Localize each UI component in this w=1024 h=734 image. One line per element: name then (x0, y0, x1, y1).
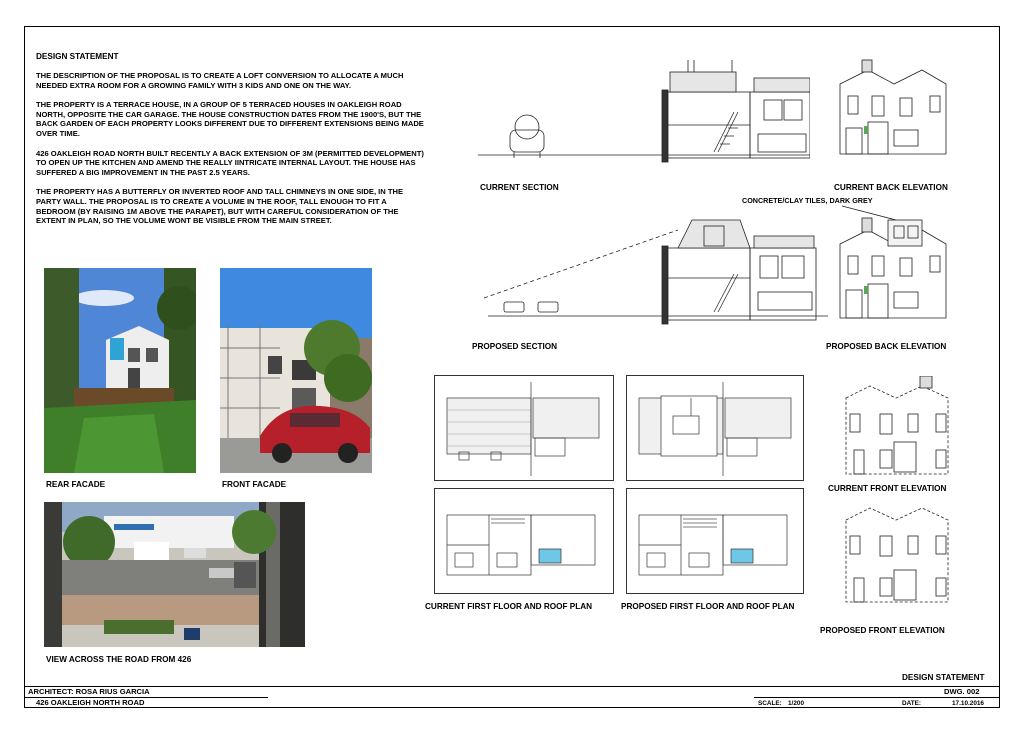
current-plan-label: CURRENT FIRST FLOOR AND ROOF PLAN (425, 602, 593, 611)
statement-paragraph: 426 OAKLEIGH ROAD NORTH BUILT RECENTLY A BACK EXTENSION OF 3M (PERMITTED DEVELOPMENT) TO OPEN UP THE KITCHEN AND AMEND THE REALLY IINTRICATE INTERNAL LAYOUT. THE HOUSE HAS SUFFERED A BIG IMPROVEMENT IN THE PAST 2.5 YEARS. (36, 148, 424, 177)
proposed-front-elevation-drawing (844, 498, 952, 608)
current-back-elevation-label: CURRENT BACK ELEVATION (834, 183, 948, 192)
statement-paragraph: THE DESCRIPTION OF THE PROPOSAL IS TO CREATE A LOFT CONVERSION TO ALLOCATE A MUCH NEEDED EXTRA ROOM FOR A GROWING FAMILY WITH 3 KIDS AND ONE ON THE WAY. (36, 71, 404, 90)
view-across-road-photo (44, 502, 305, 647)
rear-facade-caption: REAR FACADE (46, 480, 106, 489)
statement-paragraph: THE PROPERTY IS A TERRACE HOUSE, IN A GROUP OF 5 TERRACED HOUSES IN OAKLEIGH ROAD NORTH, OPPOSITE THE CAR GARAGE. THE HOUSE CONSTRUCTION DATES FROM THE 1900'S, BUT THE BACK GARDEN OF EACH PROPERTY LOOKS DIFFERENT DUE TO DIFFERENT EXTENSIONS BEING MADE OVER TIME. (36, 100, 424, 138)
drawing-number: DWG. 002 (944, 687, 980, 696)
date-value: 17.10.2016 (952, 700, 984, 707)
current-section-label: CURRENT SECTION (480, 183, 559, 192)
current-section-drawing (478, 52, 810, 172)
view-caption: VIEW ACROSS THE ROAD FROM 426 (46, 655, 192, 664)
statement-body (36, 71, 426, 236)
titleblock-rule (754, 697, 1000, 698)
front-facade-photo (220, 268, 372, 473)
proposed-first-floor-plan (626, 488, 804, 594)
current-front-elevation-label: CURRENT FRONT ELEVATION (828, 484, 947, 493)
proposed-back-elevation-label: PROPOSED BACK ELEVATION (826, 342, 947, 351)
statement-paragraph: THE PROPERTY HAS A BUTTERFLY OR INVERTED ROOF AND TALL CHIMNEYS IN ONE SIDE, IN THE PARTY WALL. THE PROPOSAL IS TO CREATE A VOLUME IN THE ROOF, TALL ENOUGH TO FIT A BEDROOM (BY RAISING 1M ABOVE THE PARAPET), BUT WITH CAREFUL CONSIDERATION OF THE EXTENT IN PLAN, SO THE VOLUME WONT BE VISIBLE FROM THE MAIN STREET. (36, 187, 404, 226)
architect-name: ARCHITECT: ROSA RIUS GARCIA (28, 687, 150, 696)
front-facade-caption: FRONT FACADE (222, 480, 287, 489)
scale-label: SCALE: (758, 700, 782, 707)
proposed-section-label: PROPOSED SECTION (472, 342, 558, 351)
proposed-roof-plan (626, 375, 804, 481)
roof-material-note: CONCRETE/CLAY TILES, DARK GREY (742, 196, 873, 205)
current-front-elevation-drawing (844, 376, 952, 476)
proposed-section-drawing (478, 212, 828, 334)
titleblock-rule (24, 686, 1000, 687)
project-address: 426 OAKLEIGH NORTH ROAD (36, 698, 145, 707)
current-roof-plan (434, 375, 614, 481)
rear-facade-photo (44, 268, 196, 473)
proposed-plan-label: PROPOSED FIRST FLOOR AND ROOF PLAN (621, 602, 795, 611)
current-back-elevation-drawing (838, 56, 948, 156)
proposed-front-elevation-label: PROPOSED FRONT ELEVATION (820, 626, 945, 635)
current-first-floor-plan (434, 488, 614, 594)
scale-value: 1/200 (788, 700, 804, 707)
sheet-title: DESIGN STATEMENT (902, 673, 985, 682)
statement-heading: DESIGN STATEMENT (36, 52, 119, 61)
date-label: DATE: (902, 700, 922, 707)
proposed-back-elevation-drawing (838, 214, 948, 326)
